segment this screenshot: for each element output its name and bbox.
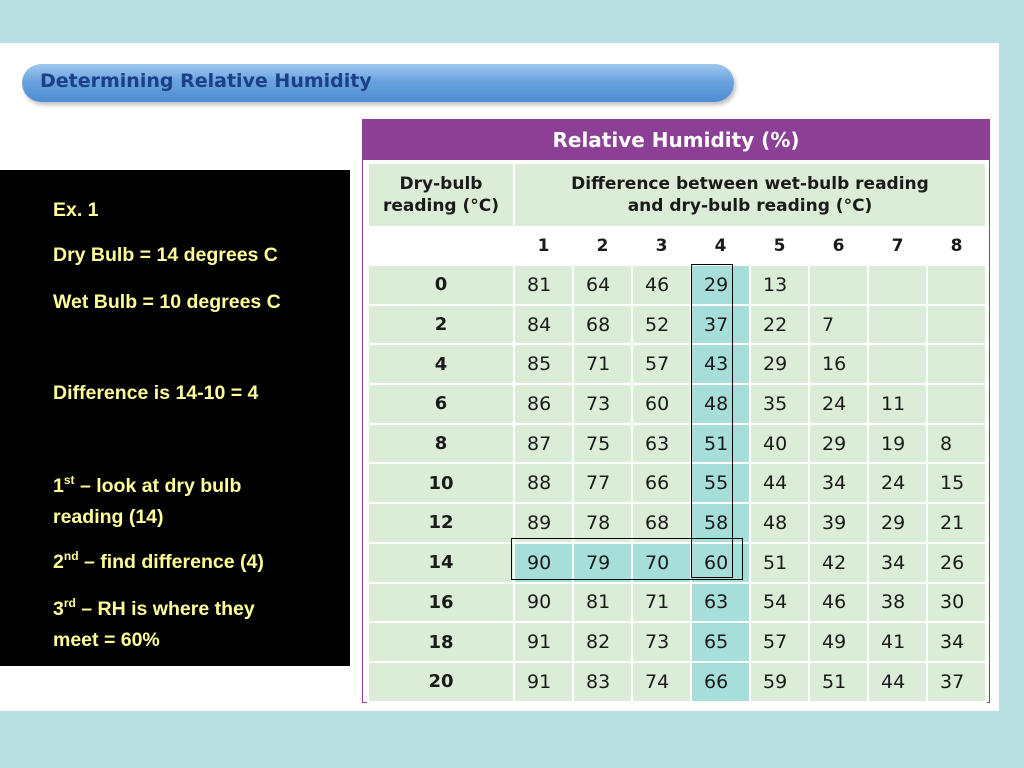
column-header-2: 2 (573, 227, 632, 265)
humidity-cell: 39 (809, 503, 868, 543)
humidity-cell: 66 (691, 662, 750, 702)
humidity-cell: 21 (927, 503, 986, 543)
dry-bulb-header-line-1: Dry-bulb (399, 174, 483, 194)
column-header-blank (368, 227, 514, 265)
humidity-cell: 63 (632, 424, 691, 464)
humidity-cell: 35 (750, 384, 809, 424)
dry-bulb-value: 14 (368, 543, 514, 583)
table-row (368, 344, 986, 384)
humidity-cell: 41 (868, 622, 927, 662)
humidity-cell: 57 (750, 622, 809, 662)
dry-bulb-value: 2 (368, 305, 514, 345)
table-row (368, 622, 986, 662)
dry-bulb-line: Dry Bulb = 14 degrees C (53, 244, 278, 266)
humidity-cell: 22 (750, 305, 809, 345)
humidity-cell: 34 (868, 543, 927, 583)
humidity-cell: 66 (632, 463, 691, 503)
humidity-cell: 79 (573, 543, 632, 583)
humidity-cell: 37 (691, 305, 750, 345)
header-bar (22, 64, 734, 102)
humidity-cell (868, 265, 927, 305)
humidity-cell: 34 (927, 622, 986, 662)
dry-bulb-value: 12 (368, 503, 514, 543)
dry-bulb-value: 8 (368, 424, 514, 464)
humidity-cell: 15 (927, 463, 986, 503)
step-1-line-a: 1st – look at dry bulb (53, 473, 242, 497)
humidity-cell: 7 (809, 305, 868, 345)
humidity-cell: 81 (573, 583, 632, 623)
humidity-cell: 57 (632, 344, 691, 384)
humidity-cell: 89 (514, 503, 573, 543)
humidity-cell: 81 (514, 265, 573, 305)
column-header-5: 5 (750, 227, 809, 265)
column-header-6: 6 (809, 227, 868, 265)
humidity-cell: 19 (868, 424, 927, 464)
humidity-cell: 46 (809, 583, 868, 623)
difference-header-line-1: Difference between wet-bulb reading (571, 174, 929, 194)
column-header-4: 4 (691, 227, 750, 265)
humidity-cell (927, 344, 986, 384)
humidity-cell: 78 (573, 503, 632, 543)
step-3-line-b: meet = 60% (53, 629, 160, 651)
table-row (368, 463, 986, 503)
column-header-3: 3 (632, 227, 691, 265)
humidity-cell: 16 (809, 344, 868, 384)
step-2-line: 2nd – find difference (4) (53, 549, 264, 573)
humidity-cell: 43 (691, 344, 750, 384)
humidity-cell: 11 (868, 384, 927, 424)
humidity-cell: 55 (691, 463, 750, 503)
humidity-cell: 37 (927, 662, 986, 702)
humidity-cell: 51 (809, 662, 868, 702)
humidity-cell: 40 (750, 424, 809, 464)
humidity-cell: 13 (750, 265, 809, 305)
table-row (368, 662, 986, 702)
humidity-cell: 51 (691, 424, 750, 464)
humidity-cell: 68 (573, 305, 632, 345)
humidity-cell: 60 (632, 384, 691, 424)
humidity-cell: 29 (868, 503, 927, 543)
humidity-cell: 84 (514, 305, 573, 345)
dry-bulb-value: 0 (368, 265, 514, 305)
difference-header (514, 163, 986, 227)
humidity-cell: 8 (927, 424, 986, 464)
humidity-cell: 73 (573, 384, 632, 424)
humidity-cell: 48 (691, 384, 750, 424)
humidity-cell: 91 (514, 622, 573, 662)
humidity-cell: 90 (514, 543, 573, 583)
wet-bulb-line: Wet Bulb = 10 degrees C (53, 291, 281, 313)
table-row (368, 265, 986, 305)
humidity-cell: 44 (750, 463, 809, 503)
humidity-cell (927, 305, 986, 345)
humidity-cell: 29 (691, 265, 750, 305)
humidity-cell: 29 (809, 424, 868, 464)
humidity-cell: 64 (573, 265, 632, 305)
table-title: Relative Humidity (%) (363, 120, 989, 160)
dry-bulb-value: 18 (368, 622, 514, 662)
humidity-cell: 60 (691, 543, 750, 583)
humidity-cell (927, 384, 986, 424)
column-header-8: 8 (927, 227, 986, 265)
difference-line: Difference is 14-10 = 4 (53, 382, 259, 404)
humidity-cell: 68 (632, 503, 691, 543)
table-row (368, 543, 986, 583)
humidity-cell: 24 (868, 463, 927, 503)
humidity-cell (809, 265, 868, 305)
dry-bulb-header-line-2: reading (°C) (382, 196, 500, 216)
humidity-cell: 48 (750, 503, 809, 543)
dry-bulb-value: 6 (368, 384, 514, 424)
humidity-cell: 34 (809, 463, 868, 503)
humidity-cell (868, 344, 927, 384)
humidity-cell: 70 (632, 543, 691, 583)
humidity-cell: 51 (750, 543, 809, 583)
humidity-cell: 58 (691, 503, 750, 543)
table-row (368, 305, 986, 345)
humidity-cell: 86 (514, 384, 573, 424)
humidity-cell: 42 (809, 543, 868, 583)
humidity-cell: 90 (514, 583, 573, 623)
humidity-cell (927, 265, 986, 305)
humidity-cell: 44 (868, 662, 927, 702)
column-header-7: 7 (868, 227, 927, 265)
dry-bulb-value: 20 (368, 662, 514, 702)
humidity-cell: 63 (691, 583, 750, 623)
step-3-line-a: 3rd – RH is where they (53, 596, 255, 620)
example-label: Ex. 1 (53, 199, 99, 221)
humidity-cell: 26 (927, 543, 986, 583)
humidity-table (367, 162, 987, 703)
table-row (368, 384, 986, 424)
header-title: Determining Relative Humidity (40, 70, 372, 92)
humidity-cell (868, 305, 927, 345)
humidity-cell: 30 (927, 583, 986, 623)
humidity-cell: 29 (750, 344, 809, 384)
humidity-cell: 77 (573, 463, 632, 503)
humidity-cell: 83 (573, 662, 632, 702)
humidity-cell: 46 (632, 265, 691, 305)
step-1-line-b: reading (14) (53, 506, 164, 528)
humidity-cell: 74 (632, 662, 691, 702)
humidity-table-card (362, 119, 990, 703)
dry-bulb-header (368, 163, 514, 227)
humidity-cell: 71 (573, 344, 632, 384)
humidity-cell: 49 (809, 622, 868, 662)
humidity-cell: 71 (632, 583, 691, 623)
humidity-cell: 24 (809, 384, 868, 424)
humidity-cell: 85 (514, 344, 573, 384)
difference-header-line-2: and dry-bulb reading (°C) (627, 196, 873, 216)
table-row (368, 583, 986, 623)
table-row (368, 503, 986, 543)
dry-bulb-value: 16 (368, 583, 514, 623)
column-header-1: 1 (514, 227, 573, 265)
humidity-cell: 59 (750, 662, 809, 702)
humidity-cell: 75 (573, 424, 632, 464)
dry-bulb-value: 10 (368, 463, 514, 503)
humidity-cell: 73 (632, 622, 691, 662)
humidity-cell: 54 (750, 583, 809, 623)
dry-bulb-value: 4 (368, 344, 514, 384)
humidity-cell: 88 (514, 463, 573, 503)
humidity-cell: 65 (691, 622, 750, 662)
table-row (368, 424, 986, 464)
humidity-cell: 91 (514, 662, 573, 702)
humidity-cell: 38 (868, 583, 927, 623)
humidity-cell: 82 (573, 622, 632, 662)
humidity-cell: 87 (514, 424, 573, 464)
humidity-cell: 52 (632, 305, 691, 345)
explanation-panel (0, 170, 350, 666)
